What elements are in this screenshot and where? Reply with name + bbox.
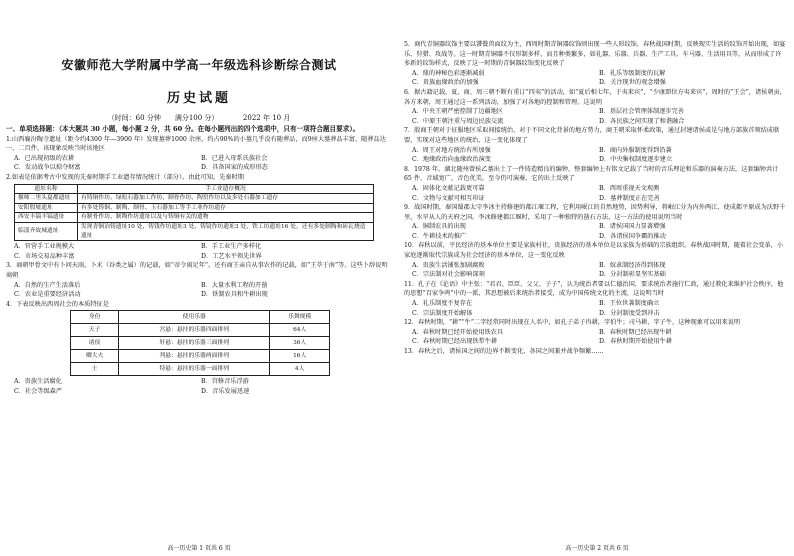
table-cell: 有制骨作坊、制陶作坊遗址以及与铸铜有关的遗物: [78, 213, 374, 223]
table-cell: 卿大夫: [71, 350, 119, 363]
q10-option-d: D．分封制彰显坚实基础: [599, 271, 666, 279]
table-cell: 士: [71, 363, 119, 376]
q2-option-a: A．官营手工业规模大: [14, 243, 75, 251]
q7-stem: 7．殷商王朝对于征服地区采取间接统治，对于不同文化背景的地方势力，商王朝采取怀柔政策，通过封建诸侯或是与地方部族首领结成联盟，实现对这些地区的统治，这一变化体现了: [404, 127, 780, 144]
q7-option-a: A．周王对地方统治有所加强: [412, 146, 491, 154]
q12-option-a: A．春秋时期已经开始使用铁农具: [412, 328, 504, 336]
table-row: [71, 363, 330, 376]
q5-options: [412, 69, 786, 88]
table-row: [71, 337, 330, 350]
q4-stem: 4．下表反映出西周社会的本质特征是: [6, 300, 109, 308]
table-cell: 64人: [270, 324, 330, 337]
q11-option-a: A．礼乐制度不复存在: [412, 300, 473, 308]
q9-option-c: C．牛耕技术的推广: [412, 232, 467, 240]
q2-options: [14, 242, 388, 261]
q9-option-a: A．铜制农具的出现: [412, 223, 466, 231]
q10-option-c: C．宗法制对社会影响深刻: [412, 271, 485, 279]
table-header: 手工业遗存概况: [78, 184, 374, 194]
q5-option-c: C．贵族血缘政治的加强: [412, 79, 479, 87]
q5-option-b: B．礼乐等级制度的瓦解: [599, 69, 666, 77]
q8-option-c: C．文物与文献可相互印证: [412, 194, 485, 202]
table-row: [71, 324, 330, 337]
q10-options: [412, 261, 786, 280]
table-row: [15, 203, 374, 213]
top-spacer: [402, 0, 792, 40]
q8-options: [412, 184, 786, 203]
q3-option-d: D．铁制农具和牛耕出现: [201, 291, 268, 299]
q9-options: [412, 222, 786, 241]
q10-option-b: B．奴隶制经济得到体现: [599, 261, 666, 269]
q6-option-d: D．各民族之间实现了和谐融合: [599, 117, 685, 125]
q4-option-b: B．宫修音乐浮游: [201, 378, 249, 386]
q11-option-c: C．宗法制度开始解体: [412, 309, 473, 317]
q3-option-c: C．农业是重要经济活动: [14, 291, 81, 299]
q10-option-a: A．贵族生活铺张加剧腐败: [412, 261, 485, 269]
page-footer: 高一历史第 2 页共 6 页: [565, 545, 629, 552]
exam-subject: 历史试题: [166, 91, 231, 106]
q8-option-b: B．西周重视天文观测: [599, 184, 660, 192]
q1-option-d: D．具备国家的成形形态: [201, 164, 268, 172]
q12-option-b: B．春秋时期已经出现牛耕: [599, 328, 672, 336]
table-header: 遗址名称: [15, 184, 78, 194]
q8-stem: 8．1978 年，湖北随州曾侯乙墓出土了一件铸造精良的编钟，整套编钟上有铭文记载了当时的音乐理论和乐器的演奏方法，这套编钟共计 65 件，音域宽广，音色优美，至今仍可演奏，它的出土反映了: [404, 165, 779, 183]
table-header: 乐舞规模: [270, 311, 330, 324]
q2-option-d: D．工艺水平领先世界: [201, 252, 262, 260]
section-heading: 一、单项选择题：（本大题共 30 小题，每小题 2 分，共 60 分。在每小题列出的四个选项中，只有一项符合题目要求）。: [6, 125, 360, 133]
exam-title: 安徽师范大学附属中学高一年级选科诊断综合测试: [61, 58, 337, 72]
q9-option-b: B．诸侯国国力显著增强: [599, 223, 666, 231]
table-cell: 特悬：悬挂的乐器一面排列: [119, 363, 270, 376]
q7-option-c: C．地缘政治向血缘政治演变: [412, 156, 491, 164]
q1-stem: 1.山西襄汾陶寺遗址（距今约4300 年—3900 年）发现墓葬1000 余座，约占90%的小墓几乎没有随葬品，而9座大墓葬品丰富，随葬品达一、二百件。该现象反映当时该地区: [6, 135, 386, 153]
q3-option-a: A．自然的生产生活落后: [14, 281, 81, 289]
q11-stem: 11．孔子在《论语》中主张：“君君、臣臣、父父、子子”，认为统治者要以仁德治国，要求统治者施行仁政，通过教化来维护社会秩序，他的思想“百家争鸣”中的一派，其思想被后来统治者接受，成为中国传统文化的主流，这说明当时: [404, 280, 784, 298]
q11-options: [412, 299, 786, 318]
page-left: [4, 0, 394, 556]
table-row: [71, 350, 330, 363]
table-header-row: [15, 184, 374, 194]
q4-options: [14, 377, 388, 396]
q3-option-b: B．大量水利工程的开凿: [201, 281, 268, 289]
q6-option-c: C．中原王朝注重与周边民族交流: [412, 117, 504, 125]
q12-stem: 12．春秋时期，“耕”“牛”二字经常同时出现在人名中，如孔子弟子冉耕，字伯牛；司马耕，字子牛，这种现象可以用来说明: [404, 319, 741, 327]
table-row: [15, 213, 374, 223]
table-cell: 西安丰镐丰镐遗址: [15, 213, 78, 223]
q12-option-c: C．春秋时期已经出现铁犁牛耕: [412, 338, 498, 346]
q4-option-d: D．音乐发展迅速: [201, 387, 250, 395]
q8-option-d: D．墓葬制度正在完善: [599, 194, 660, 202]
table-cell: 有多处铸铜、制陶、制骨、玉石器加工等手工业作坊遗存: [78, 203, 374, 213]
q1-options: [14, 154, 388, 173]
table-cell: 判悬：悬挂的乐器两面排列: [119, 350, 270, 363]
table-header: 使用乐器: [119, 311, 270, 324]
table-header: 身份: [71, 311, 119, 324]
table-row: [15, 194, 374, 204]
table-cell: 轩悬：悬挂的乐器三面排列: [119, 337, 270, 350]
table-cell: 有铸铜作坊、绿松石器加工作坊、制骨作坊、陶窑作坊以及多处石器加工遗存: [78, 194, 374, 204]
table-cell: 4人: [270, 363, 330, 376]
q9-option-d: D．各诸侯国争霸的推动: [599, 232, 666, 240]
exam-meta: （时间：60 分钟 满分100 分） 2022 年 10 月: [107, 114, 291, 122]
q3-options: [14, 281, 388, 300]
table-cell: 诸侯: [71, 337, 119, 350]
q3-stem: 3．商朝甲骨文中有卜问天雨、卜禾（谷类之属）的记载，如“帝令雨足年”。还有商王亲自从事农作的记载，如“王萃于南”等。这些卜辞说明商朝: [6, 262, 388, 279]
q2-option-c: C．市场交易品种丰富: [14, 252, 75, 260]
q5-stem: 5．商代青铜器纹饰主要以饕餮兽面纹为主，西周时期青铜器纹饰则出现一些人形纹饰，春秋战国时期，反映现实生活的纹饰开始出现，如宴乐、狩猎、攻战等。这一时期青铜器不仅形制多样，而且种类繁多，如礼器、乐器、兵器、生产工具、车马器、生活用具等，从而形成了许多新的纹饰样式，反映了这一时期的青铜器纹饰变化反映了: [404, 41, 786, 68]
q6-stem: 6．据古籍记载，夏、商、周三朝不断有重订“四夷”的活动，如“夏后相七年，于夷来宾”，“少康即位方夷来宾”，周时的“王会”，诸侯朝贡，各方来朝，周王通过这一系列活动，加强了对各地的控制和管理。这说明: [404, 88, 786, 106]
q2-table: [14, 184, 374, 242]
q2-option-b: B．手工业生产多样化: [201, 243, 262, 251]
q11-option-d: D．分封制度受到冲击: [599, 309, 660, 317]
q10-stem: 10．春秋以前，平民经济的基本单位主要是家族村社，贵族经济的基本单位是以家族为基础的宗族组织。春秋战国时期，随着社会变革，小家庭逐渐取代宗族成为社会经济的基本单位，这一变化反映: [404, 242, 784, 260]
table-cell: 宫悬：悬挂的乐器四面排列: [119, 324, 270, 337]
table-cell: 临淄齐故城遗址: [15, 222, 78, 240]
q5-option-d: D．关注现世的观念增强: [599, 79, 666, 87]
page-right: [402, 0, 792, 556]
q6-option-b: B．基层社会管理体制逐步完善: [599, 108, 684, 116]
table-cell: 16人: [270, 350, 330, 363]
q8-option-a: A．固体化文献记载更可靠: [412, 184, 485, 192]
table-cell: 天子: [71, 324, 119, 337]
q12-options: [412, 328, 786, 347]
q7-option-b: B．商内外服制度得到沿袭: [599, 146, 672, 154]
q5-option-a: A．鼎的神秘色彩逐渐减弱: [412, 69, 485, 77]
q7-options: [412, 146, 786, 165]
q12-option-d: D．春秋时期开始使用牛耕: [599, 338, 673, 346]
table-row: [15, 222, 374, 240]
q6-options: [412, 107, 786, 126]
q4-option-c: C．社会等级森严: [14, 387, 63, 395]
q7-option-d: D．中央集权制度逐步建立: [599, 156, 673, 164]
q6-option-a: A．中央王朝严密控制了边疆地区: [412, 108, 504, 116]
table-cell: 安阳殷墟遗址: [15, 203, 78, 213]
q4-option-a: A．贵族生活腐化: [14, 378, 62, 386]
q2-stem: 2.如表是依据考古中发现的先秦时期手工业遗存情况统计（部分）。由此可知，先秦时期: [6, 173, 244, 181]
table-cell: 36人: [270, 337, 330, 350]
table-cell: 发现青铜冶铸遗址10 处、铸钱作坊遗址3 处、铸镜作坊遗址3 处、铁工坊遗址16 处，还有多处制陶和砖瓦烧造遗址: [78, 222, 374, 240]
q4-table: [70, 310, 330, 376]
q9-stem: 9．战国时期，秦国蜀郡太守李冰主持修建的都江堰工程，它利用岷江的自然地势，因势利导，将岷江分为内外两江，使成都平原成为沃野千里，水旱从人的天府之国。李冰修建都江堰时，采用了一种独特的凿石方法，这一方法的使用说明当时: [404, 204, 786, 221]
q1-option-a: A．已出现初级的农耕: [14, 154, 75, 162]
q11-option-b: B．王位世袭制度确立: [599, 300, 660, 308]
q13-stem: 13．春秋之后，诸侯国之间的边界不断变化，各国之间兼并战争频繁……: [404, 348, 604, 355]
q1-option-c: C．发动战争以掠夺财富: [14, 164, 81, 172]
page-footer: 高一历史第 1 页共 6 页: [167, 545, 231, 552]
table-cell: 偃师二里头夏都遗址: [15, 194, 78, 204]
q1-option-b: B．已进入母系氏族社会: [201, 154, 268, 162]
table-header-row: [71, 311, 330, 324]
